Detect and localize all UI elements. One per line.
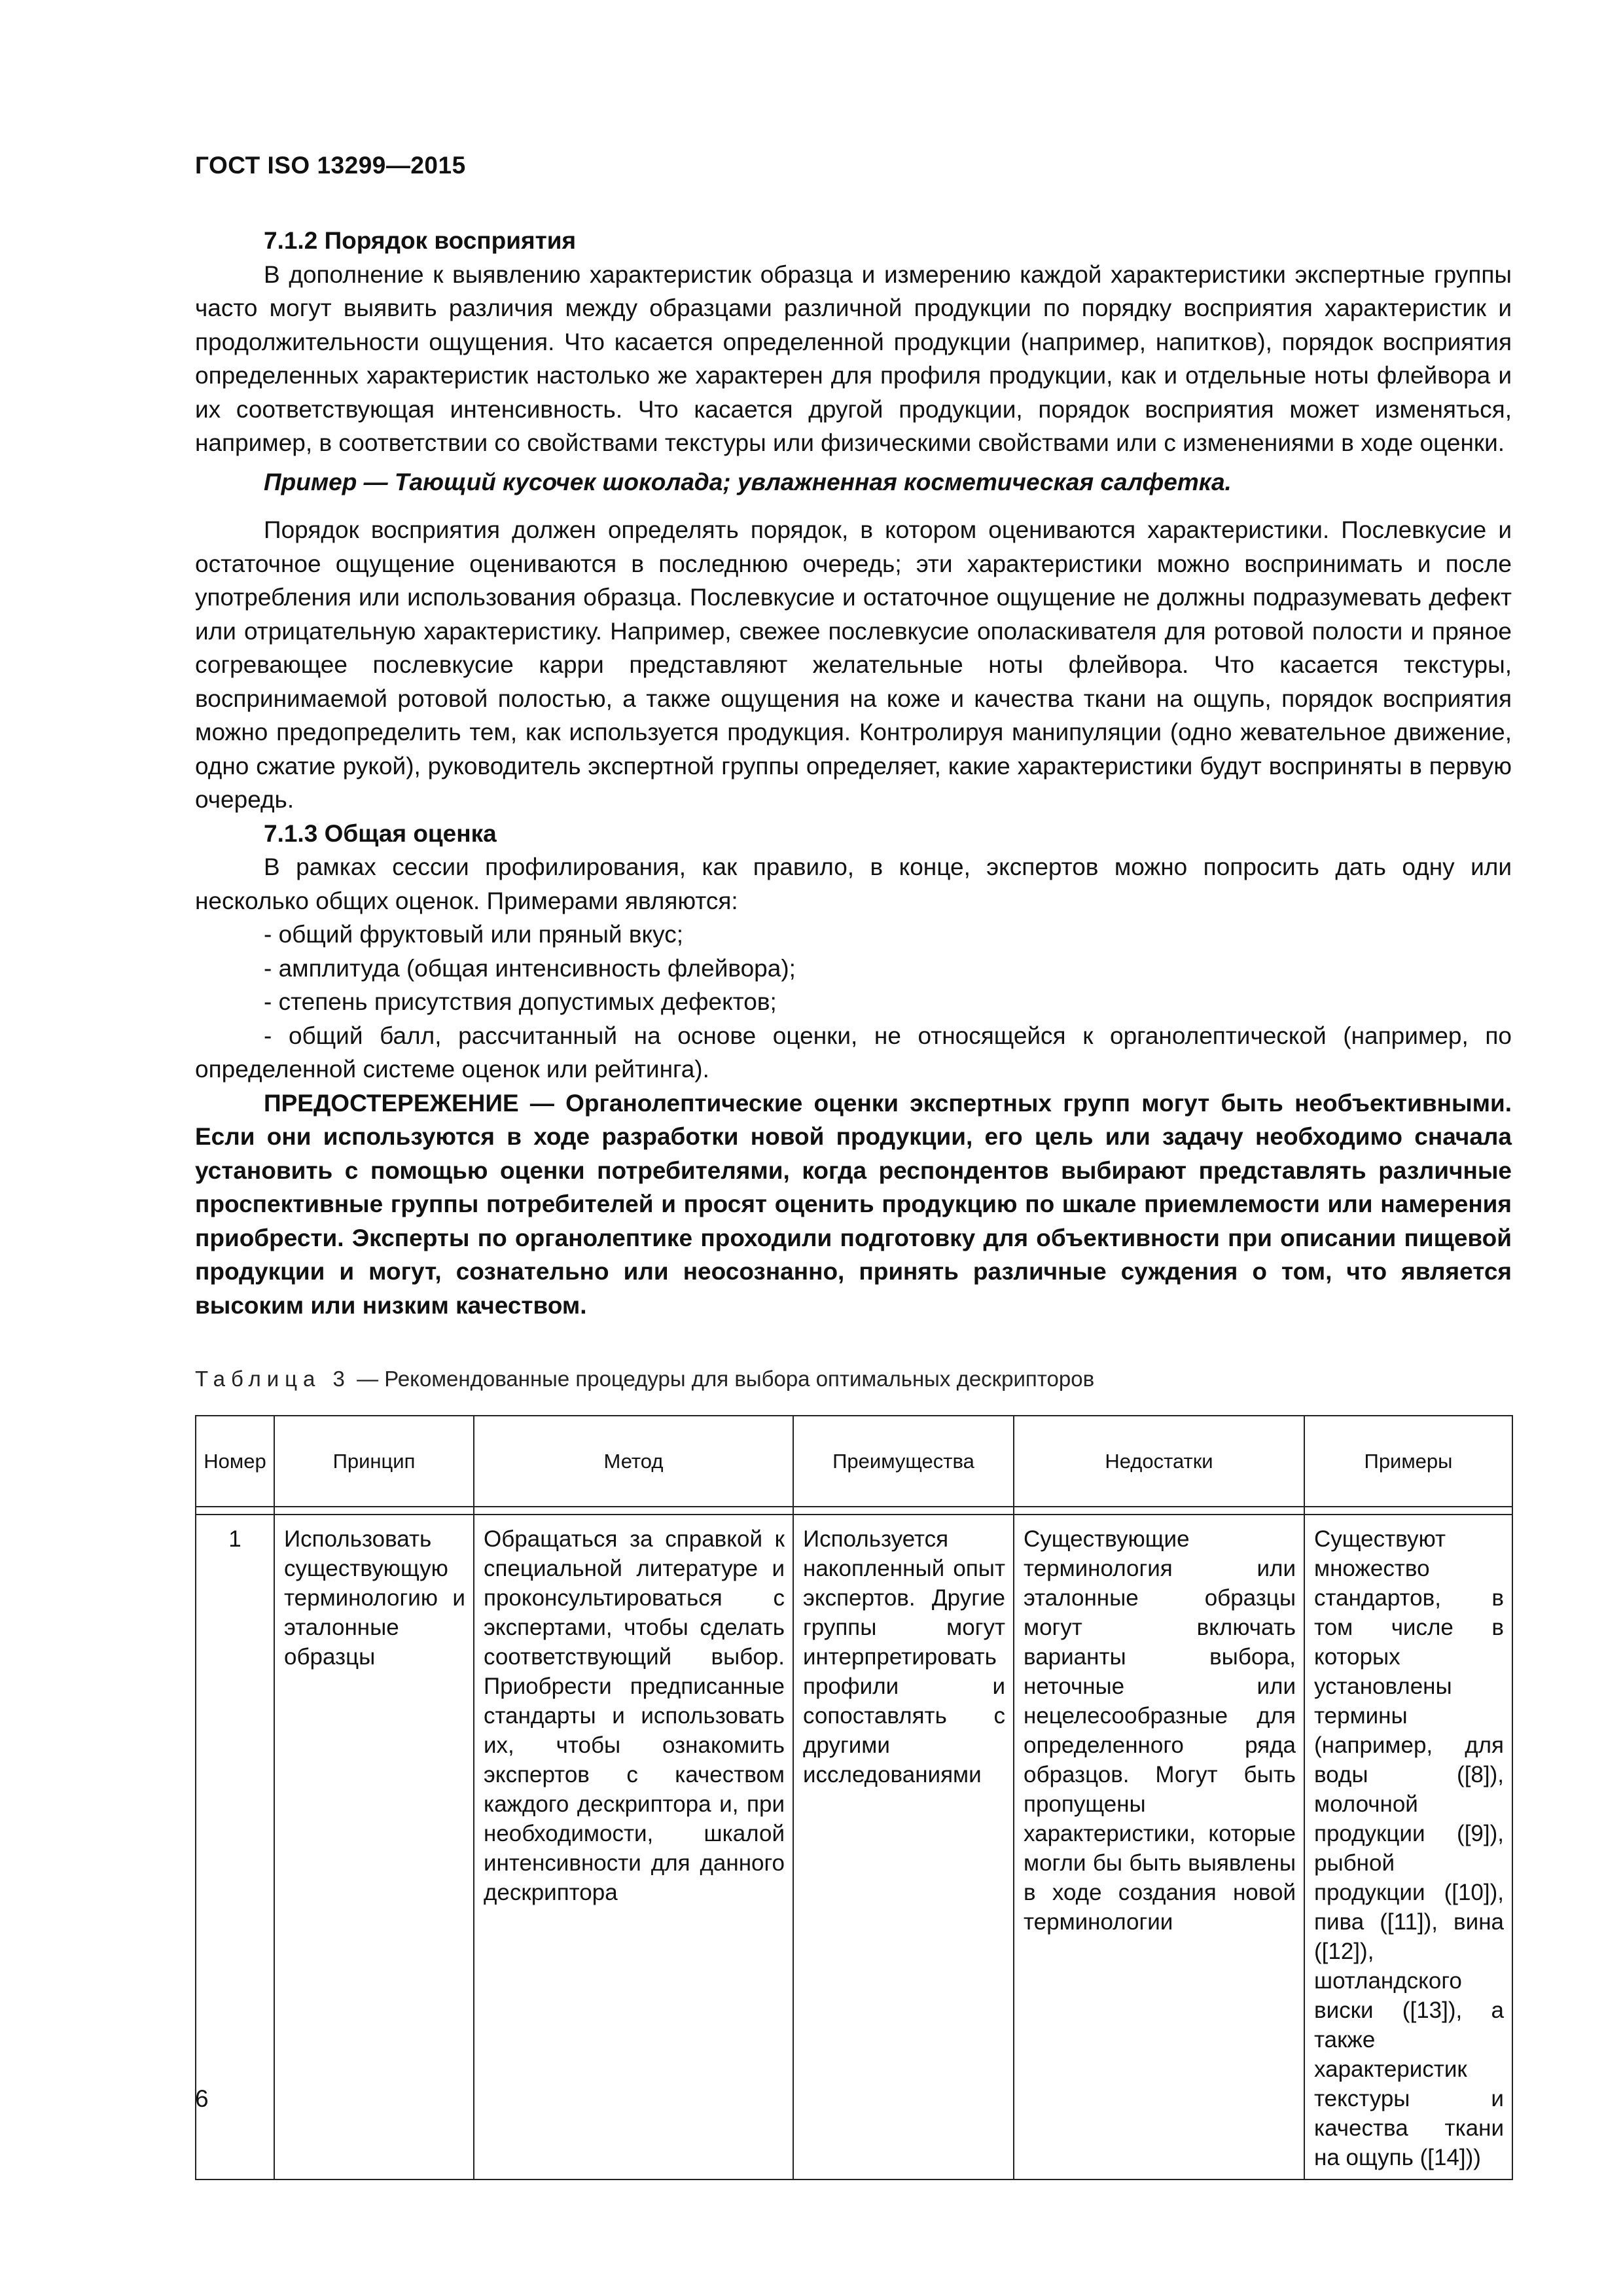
section-7-1-2-paragraph-1: В дополнение к выявлению характеристик образца и измерению каждой характеристики экспертные группы часто могут выявить различия между образцами различной продукции по порядку восприятия характеристик и продолжительности ощущения. Что касается определенной продукции (например, напитков), порядок восприятия определенных характеристик настолько же характерен для профиля продукции, как и отдельные ноты флейвора и их соответствующая интенсивность. Что касается другой продукции, порядок восприятия может изменяться, например, в соответствии со свойствами текстуры или физическими свойствами или с изменениями в ходе оценки. (195, 260, 1512, 456)
cell-advantages: Используется накопленный опыт экспертов. Другие группы могут интерпретировать профили и сопоставлять с другими исследованиями (793, 1515, 1014, 2179)
table-caption (195, 1367, 1094, 1391)
body-text (195, 224, 1512, 1322)
cell-method: Обращаться за справкой к специальной литературе и проконсультироваться с экспертами, чтобы сделать соответствующий выбор. Приобрести предписанные стандарты и использовать их, чтобы ознакомить экспертов с качеством каждого дескриптора и, при необходимости, шкалой интенсивности для данного дескриптора (474, 1515, 793, 2179)
document-header: ГОСТ ISO 13299—2015 (195, 152, 466, 179)
column-header-number: Номер (196, 1416, 274, 1507)
table-row (196, 1515, 1512, 2179)
list-item: - степень присутствия допустимых дефектов; (264, 988, 777, 1015)
column-header-examples: Примеры (1304, 1416, 1512, 1507)
section-7-1-2-example: Пример — Тающий кусочек шоколада; увлажненная косметическая салфетка. (264, 468, 1232, 495)
table-caption-label: Таблица 3 (195, 1367, 351, 1391)
list-item: - амплитуда (общая интенсивность флейвора); (264, 954, 796, 982)
section-7-1-2-title: 7.1.2 Порядок восприятия (264, 227, 577, 254)
table-header-row (196, 1416, 1512, 1507)
list-item: - общий фруктовый или пряный вкус; (264, 921, 683, 948)
page-number: 6 (195, 2085, 209, 2112)
table-header-separator (196, 1507, 1512, 1515)
cell-principle: Использовать существующую терминологию и эталонные образцы (274, 1515, 474, 2179)
section-7-1-2-paragraph-2: Порядок восприятия должен определять порядок, в котором оцениваются характеристики. Послевкусие и остаточное ощущение оцениваются в последнюю очередь; эти характеристики можно воспринимать и после употребления или использования образца. Послевкусие и остаточное ощущение не должны подразумевать дефект или отрицательную характеристику. Например, свежее послевкусие ополаскивателя для ротовой полости и пряное согревающее послевкусие карри представляют желательные ноты флейвора. Что касается текстуры, воспринимаемой ротовой полостью, а также ощущения на коже и качества ткани на ощупь, порядок восприятия можно предопределить тем, как используется продукция. Контролируя манипуляции (одно жевательное движение, одно сжатие рукой), руководитель экспертной группы определяет, какие характеристики будут восприняты в первую очередь. (195, 516, 1512, 813)
cell-number: 1 (196, 1515, 274, 2179)
warning-paragraph: ПРЕДОСТЕРЕЖЕНИЕ — Органолептические оценки экспертных групп могут быть необъективными. Если они используются в ходе разработки новой продукции, его цель или задачу необходимо сначала установить с помощью оценки потребителями, когда респондентов выбирают представлять различные проспективные группы потребителей и просят оценить продукцию по шкале приемлемости или намерения приобрести. Эксперты по органолептике проходили подготовку для объективности при описании пищевой продукции и могут, сознательно или неосознанно, принять различные суждения о том, что является высоким или низким качеством. (195, 1089, 1512, 1319)
table-caption-text: — Рекомендованные процедуры для выбора оптимальных дескрипторов (350, 1367, 1095, 1391)
column-header-disadvantages: Недостатки (1014, 1416, 1304, 1507)
column-header-advantages: Преимущества (793, 1416, 1014, 1507)
column-header-method: Метод (474, 1416, 793, 1507)
section-7-1-3-title: 7.1.3 Общая оценка (264, 819, 497, 847)
cell-disadvantages: Существующие терминология или эталонные образцы могут включать варианты выбора, неточные или нецелесообразные для определенного ряда образцов. Могут быть пропущены характеристики, которые могли бы быть выявлены в ходе создания новой терминологии (1014, 1515, 1304, 2179)
cell-examples: Существуют множество стандартов, в том числе в которых установлены термины (например, для воды ([8]), молочной продукции ([9]), рыбной продукции ([10]), пива ([11]), вина ([12]), шотландского виски ([13]), а также характеристик текстуры и качества ткани на ощупь ([14])) (1304, 1515, 1512, 2179)
section-7-1-3-paragraph-1: В рамках сессии профилирования, как правило, в конце, экспертов можно попросить дать одну или несколько общих оценок. Примерами являются: (195, 853, 1512, 914)
list-item: - общий балл, рассчитанный на основе оценки, не относящейся к органолептической (например, по определенной системе оценок или рейтинга). (195, 1022, 1512, 1083)
column-header-principle: Принцип (274, 1416, 474, 1507)
procedures-table (195, 1415, 1513, 2180)
